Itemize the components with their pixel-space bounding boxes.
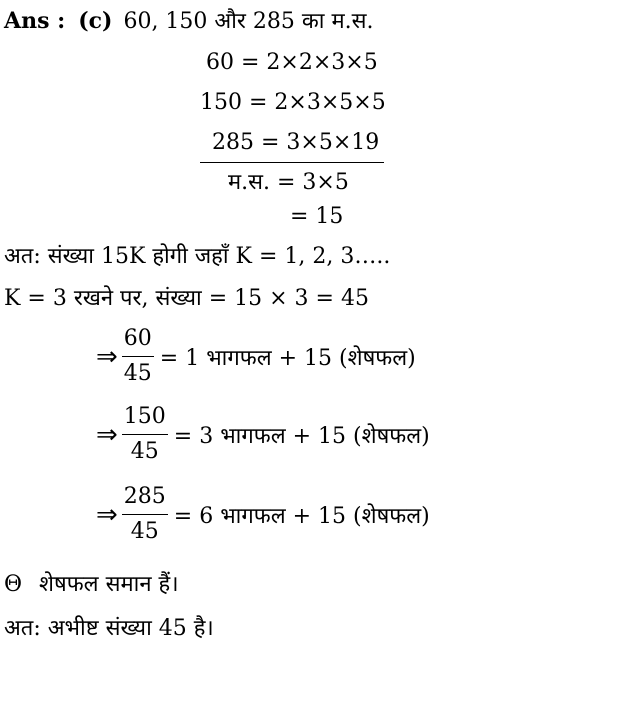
factorization-divider	[200, 162, 384, 163]
fraction-denominator: 45	[130, 519, 159, 544]
because-symbol: Θ	[4, 572, 23, 597]
fraction-numerator: 150	[122, 404, 168, 435]
division-row-150	[96, 404, 430, 465]
factorization-row-285: 285 = 3×5×19	[212, 130, 380, 155]
fraction-numerator: 285	[122, 484, 168, 515]
fraction	[122, 326, 154, 387]
answer-header	[4, 8, 374, 35]
substitution-statement: K = 3 रखने पर, संख्या = 15 × 3 = 45	[4, 286, 369, 311]
hcf-row: म.स. = 3×5	[228, 170, 349, 195]
division-row-285	[96, 484, 430, 545]
number-form-statement: अत: संख्या 15K होगी जहाँ K = 1, 2, 3…..	[4, 244, 391, 269]
division-result: = 3 भागफल + 15 (शेषफल)	[173, 423, 430, 449]
factorization-row-60: 60 = 2×2×3×5	[206, 50, 378, 75]
because-text: शेषफल समान हैं।	[39, 572, 179, 597]
final-answer: अत: अभीष्ट संख्या 45 है।	[4, 616, 214, 641]
fraction-denominator: 45	[123, 361, 152, 386]
implies-arrow: ⇒	[96, 419, 118, 450]
fraction-numerator: 60	[122, 326, 154, 357]
implies-arrow: ⇒	[96, 341, 118, 372]
implies-arrow: ⇒	[96, 499, 118, 530]
division-result: = 1 भागफल + 15 (शेषफल)	[159, 345, 416, 371]
because-statement	[4, 572, 179, 598]
hcf-result: = 15	[290, 204, 344, 229]
fraction-denominator: 45	[130, 439, 159, 464]
division-row-60	[96, 326, 416, 387]
answer-label: Ans :	[4, 8, 66, 34]
fraction	[122, 404, 168, 465]
fraction	[122, 484, 168, 545]
factorization-row-150: 150 = 2×3×5×5	[200, 90, 386, 115]
answer-option: (c)	[78, 8, 113, 34]
answer-question: 60, 150 और 285 का म.स.	[123, 9, 374, 34]
division-result: = 6 भागफल + 15 (शेषफल)	[173, 503, 430, 529]
